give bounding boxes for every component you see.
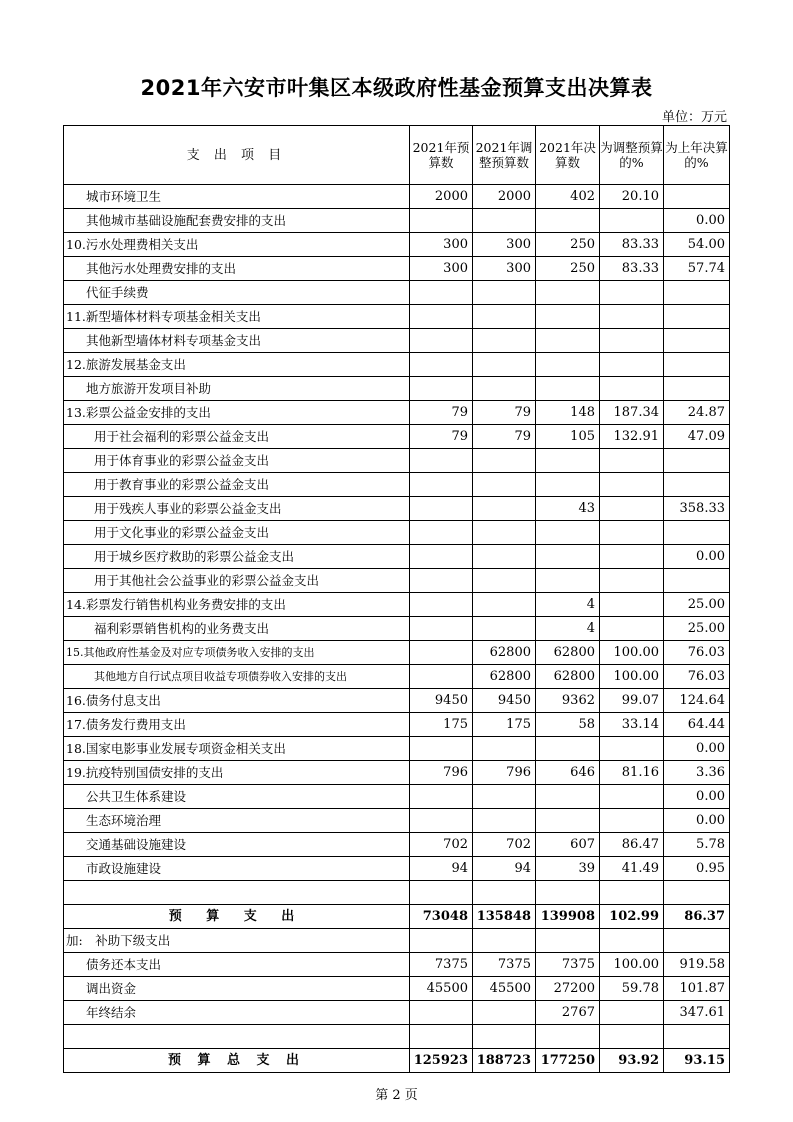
row-item-name: 用于城乡医疗救助的彩票公益金支出 <box>64 545 410 569</box>
table-row <box>64 977 730 1001</box>
table-row <box>64 257 730 281</box>
row-budget: 7375 <box>410 953 473 977</box>
row-pct-adjusted <box>600 305 664 329</box>
row-final-account <box>536 737 600 761</box>
row-pct-last-year <box>664 473 730 497</box>
row-item-name: 其他污水处理费安排的支出 <box>64 257 410 281</box>
table-row <box>64 761 730 785</box>
row-adjusted-budget: 79 <box>473 425 536 449</box>
row-pct-last-year: 358.33 <box>664 497 730 521</box>
row-item-name: 地方旅游开发项目补助 <box>64 377 410 401</box>
table-row <box>64 449 730 473</box>
row-budget <box>410 929 473 953</box>
row-pct-adjusted <box>600 281 664 305</box>
row-pct-adjusted <box>600 353 664 377</box>
row-item-name: 代征手续费 <box>64 281 410 305</box>
row-pct-adjusted: 100.00 <box>600 665 664 689</box>
row-adjusted-budget <box>473 329 536 353</box>
row-pct-adjusted: 20.10 <box>600 185 664 209</box>
row-pct-last-year: 24.87 <box>664 401 730 425</box>
row-pct-adjusted: 59.78 <box>600 977 664 1001</box>
row-pct-last-year: 0.95 <box>664 857 730 881</box>
row-final-account: 148 <box>536 401 600 425</box>
row-final-account: 402 <box>536 185 600 209</box>
row-budget: 175 <box>410 713 473 737</box>
table-row <box>64 545 730 569</box>
row-adjusted-budget <box>473 1001 536 1025</box>
row-final-account <box>536 1025 600 1049</box>
row-final-account: 250 <box>536 233 600 257</box>
row-final-account: 58 <box>536 713 600 737</box>
row-budget: 702 <box>410 833 473 857</box>
row-adjusted-budget: 79 <box>473 401 536 425</box>
row-budget: 125923 <box>410 1049 473 1073</box>
table-row <box>64 185 730 209</box>
row-item-name: 公共卫生体系建设 <box>64 785 410 809</box>
row-item-name: 生态环境治理 <box>64 809 410 833</box>
table-row <box>64 569 730 593</box>
row-pct-last-year: 25.00 <box>664 617 730 641</box>
row-pct-adjusted <box>600 545 664 569</box>
header-adjusted: 2021年调整预算数 <box>473 126 536 185</box>
row-pct-last-year: 3.36 <box>664 761 730 785</box>
row-item-name: 其他地方自行试点项目收益专项债券收入安排的支出 <box>64 665 410 689</box>
expenditure-table <box>63 125 730 1073</box>
row-item-name: 用于残疾人事业的彩票公益金支出 <box>64 497 410 521</box>
row-final-account <box>536 809 600 833</box>
row-budget <box>410 665 473 689</box>
row-final-account: 7375 <box>536 953 600 977</box>
table-row <box>64 641 730 665</box>
table-row <box>64 737 730 761</box>
row-item-name: 用于文化事业的彩票公益金支出 <box>64 521 410 545</box>
row-pct-last-year: 57.74 <box>664 257 730 281</box>
table-header-row <box>64 126 730 185</box>
page-number: 第 2 页 <box>375 1088 418 1103</box>
row-pct-adjusted: 100.00 <box>600 953 664 977</box>
row-final-account: 105 <box>536 425 600 449</box>
row-budget <box>410 305 473 329</box>
row-budget <box>410 473 473 497</box>
row-pct-last-year: 919.58 <box>664 953 730 977</box>
row-budget: 300 <box>410 233 473 257</box>
row-adjusted-budget: 796 <box>473 761 536 785</box>
row-final-account: 2767 <box>536 1001 600 1025</box>
row-adjusted-budget <box>473 209 536 233</box>
row-item-name: 交通基础设施建设 <box>64 833 410 857</box>
table-row <box>64 1049 730 1073</box>
row-budget <box>410 353 473 377</box>
row-pct-last-year: 76.03 <box>664 641 730 665</box>
table-row <box>64 881 730 905</box>
row-final-account <box>536 329 600 353</box>
row-pct-adjusted: 187.34 <box>600 401 664 425</box>
row-adjusted-budget: 62800 <box>473 641 536 665</box>
table-row <box>64 425 730 449</box>
row-budget <box>410 785 473 809</box>
row-budget <box>410 209 473 233</box>
row-pct-last-year: 124.64 <box>664 689 730 713</box>
row-adjusted-budget: 300 <box>473 233 536 257</box>
table-row <box>64 1001 730 1025</box>
row-pct-last-year: 0.00 <box>664 785 730 809</box>
row-budget <box>410 593 473 617</box>
row-adjusted-budget: 7375 <box>473 953 536 977</box>
row-adjusted-budget <box>473 569 536 593</box>
row-pct-last-year <box>664 521 730 545</box>
row-budget <box>410 329 473 353</box>
row-final-account: 43 <box>536 497 600 521</box>
table-row <box>64 401 730 425</box>
page-title: 2021年六安市叶集区本级政府性基金预算支出决算表 <box>140 76 653 100</box>
row-final-account <box>536 449 600 473</box>
row-pct-last-year <box>664 353 730 377</box>
row-pct-last-year: 47.09 <box>664 425 730 449</box>
row-item-name: 15.其他政府性基金及对应专项债务收入安排的支出 <box>64 641 410 665</box>
row-item-name: 18.国家电影事业发展专项资金相关支出 <box>64 737 410 761</box>
row-pct-last-year: 0.00 <box>664 545 730 569</box>
row-pct-last-year <box>664 881 730 905</box>
row-item-name: 用于其他社会公益事业的彩票公益金支出 <box>64 569 410 593</box>
row-adjusted-budget: 62800 <box>473 665 536 689</box>
row-final-account <box>536 785 600 809</box>
row-pct-last-year <box>664 449 730 473</box>
row-item-name: 市政设施建设 <box>64 857 410 881</box>
row-final-account <box>536 281 600 305</box>
table-row <box>64 617 730 641</box>
row-adjusted-budget <box>473 449 536 473</box>
row-pct-last-year: 54.00 <box>664 233 730 257</box>
row-pct-adjusted <box>600 785 664 809</box>
row-pct-adjusted <box>600 617 664 641</box>
row-budget: 94 <box>410 857 473 881</box>
row-adjusted-budget: 94 <box>473 857 536 881</box>
row-adjusted-budget <box>473 377 536 401</box>
row-pct-adjusted <box>600 449 664 473</box>
table-row <box>64 857 730 881</box>
row-pct-adjusted: 99.07 <box>600 689 664 713</box>
row-adjusted-budget <box>473 881 536 905</box>
header-pct-last-year: 为上年决算的% <box>664 126 730 185</box>
row-adjusted-budget <box>473 617 536 641</box>
row-pct-adjusted <box>600 929 664 953</box>
row-adjusted-budget <box>473 497 536 521</box>
header-item: 支 出 项 目 <box>64 126 410 185</box>
row-pct-last-year <box>664 281 730 305</box>
row-final-account: 4 <box>536 617 600 641</box>
row-pct-last-year: 0.00 <box>664 809 730 833</box>
row-pct-adjusted <box>600 329 664 353</box>
table-row <box>64 521 730 545</box>
row-item-name: 19.抗疫特别国债安排的支出 <box>64 761 410 785</box>
row-adjusted-budget: 702 <box>473 833 536 857</box>
row-item-name: 年终结余 <box>64 1001 410 1025</box>
row-adjusted-budget <box>473 929 536 953</box>
row-budget <box>410 1001 473 1025</box>
row-final-account: 646 <box>536 761 600 785</box>
row-adjusted-budget: 135848 <box>473 905 536 929</box>
row-adjusted-budget: 188723 <box>473 1049 536 1073</box>
row-budget <box>410 377 473 401</box>
row-budget <box>410 545 473 569</box>
row-item-name: 其他城市基础设施配套费安排的支出 <box>64 209 410 233</box>
row-budget <box>410 617 473 641</box>
row-pct-adjusted <box>600 593 664 617</box>
row-pct-adjusted <box>600 881 664 905</box>
row-adjusted-budget <box>473 473 536 497</box>
row-budget: 45500 <box>410 977 473 1001</box>
row-adjusted-budget <box>473 809 536 833</box>
row-pct-last-year: 347.61 <box>664 1001 730 1025</box>
row-budget <box>410 641 473 665</box>
unit-label: 单位：万元 <box>661 110 727 125</box>
row-budget <box>410 809 473 833</box>
row-pct-adjusted: 83.33 <box>600 233 664 257</box>
row-pct-adjusted: 81.16 <box>600 761 664 785</box>
row-final-account <box>536 545 600 569</box>
row-item-name: 12.旅游发展基金支出 <box>64 353 410 377</box>
row-pct-last-year <box>664 929 730 953</box>
row-final-account: 62800 <box>536 665 600 689</box>
row-pct-last-year: 25.00 <box>664 593 730 617</box>
table-row <box>64 281 730 305</box>
row-budget <box>410 569 473 593</box>
row-item-name: 城市环境卫生 <box>64 185 410 209</box>
table-row <box>64 377 730 401</box>
row-final-account <box>536 473 600 497</box>
row-pct-adjusted: 102.99 <box>600 905 664 929</box>
row-budget <box>410 281 473 305</box>
table-row <box>64 785 730 809</box>
row-final-account: 177250 <box>536 1049 600 1073</box>
row-pct-adjusted: 86.47 <box>600 833 664 857</box>
table-row <box>64 953 730 977</box>
row-pct-last-year: 64.44 <box>664 713 730 737</box>
row-final-account: 62800 <box>536 641 600 665</box>
table-row <box>64 209 730 233</box>
header-budget: 2021年预算数 <box>410 126 473 185</box>
row-item-name: 11.新型墙体材料专项基金相关支出 <box>64 305 410 329</box>
table-row <box>64 497 730 521</box>
row-adjusted-budget: 2000 <box>473 185 536 209</box>
row-adjusted-budget: 45500 <box>473 977 536 1001</box>
table-row <box>64 305 730 329</box>
row-pct-adjusted <box>600 209 664 233</box>
row-item-name: 预 算 总 支 出 <box>64 1049 410 1073</box>
row-final-account <box>536 305 600 329</box>
header-pct-adjusted: 为调整预算的% <box>600 126 664 185</box>
row-pct-adjusted <box>600 377 664 401</box>
row-final-account: 4 <box>536 593 600 617</box>
row-pct-adjusted <box>600 569 664 593</box>
table-row <box>64 233 730 257</box>
row-budget: 2000 <box>410 185 473 209</box>
table-row <box>64 809 730 833</box>
row-adjusted-budget <box>473 305 536 329</box>
row-adjusted-budget: 175 <box>473 713 536 737</box>
row-adjusted-budget <box>473 353 536 377</box>
row-item-name <box>64 881 410 905</box>
table-row <box>64 929 730 953</box>
row-item-name: 用于教育事业的彩票公益金支出 <box>64 473 410 497</box>
row-pct-last-year <box>664 305 730 329</box>
row-adjusted-budget <box>473 281 536 305</box>
row-item-name: 16.债务付息支出 <box>64 689 410 713</box>
row-adjusted-budget <box>473 785 536 809</box>
row-item-name: 其他新型墙体材料专项基金支出 <box>64 329 410 353</box>
table-row <box>64 473 730 497</box>
table-row <box>64 713 730 737</box>
row-pct-adjusted: 83.33 <box>600 257 664 281</box>
row-pct-adjusted <box>600 1025 664 1049</box>
row-final-account: 607 <box>536 833 600 857</box>
row-final-account <box>536 521 600 545</box>
row-final-account <box>536 881 600 905</box>
row-pct-last-year: 76.03 <box>664 665 730 689</box>
table-row <box>64 689 730 713</box>
row-item-name: 预 算 支 出 <box>64 905 410 929</box>
row-final-account: 139908 <box>536 905 600 929</box>
row-item-name: 13.彩票公益金安排的支出 <box>64 401 410 425</box>
row-item-name: 用于社会福利的彩票公益金支出 <box>64 425 410 449</box>
row-pct-adjusted: 33.14 <box>600 713 664 737</box>
row-item-name: 用于体育事业的彩票公益金支出 <box>64 449 410 473</box>
row-pct-last-year: 0.00 <box>664 209 730 233</box>
table-row <box>64 329 730 353</box>
row-final-account: 27200 <box>536 977 600 1001</box>
row-adjusted-budget <box>473 545 536 569</box>
row-final-account: 9362 <box>536 689 600 713</box>
row-pct-adjusted: 41.49 <box>600 857 664 881</box>
row-item-name: 调出资金 <box>64 977 410 1001</box>
row-pct-adjusted: 132.91 <box>600 425 664 449</box>
row-adjusted-budget <box>473 521 536 545</box>
row-pct-adjusted: 100.00 <box>600 641 664 665</box>
row-pct-last-year <box>664 377 730 401</box>
row-final-account <box>536 929 600 953</box>
row-pct-adjusted <box>600 473 664 497</box>
row-item-name <box>64 1025 410 1049</box>
row-final-account <box>536 569 600 593</box>
row-pct-adjusted: 93.92 <box>600 1049 664 1073</box>
table-row <box>64 1025 730 1049</box>
row-adjusted-budget: 300 <box>473 257 536 281</box>
row-budget <box>410 881 473 905</box>
row-budget <box>410 521 473 545</box>
row-item-name: 加: 补助下级支出 <box>64 929 410 953</box>
row-adjusted-budget <box>473 593 536 617</box>
row-final-account <box>536 353 600 377</box>
row-pct-last-year: 101.87 <box>664 977 730 1001</box>
row-adjusted-budget <box>473 1025 536 1049</box>
row-pct-last-year <box>664 569 730 593</box>
row-final-account <box>536 209 600 233</box>
row-budget: 73048 <box>410 905 473 929</box>
table-row <box>64 905 730 929</box>
row-pct-adjusted <box>600 497 664 521</box>
table-body <box>64 185 730 1073</box>
row-item-name: 福利彩票销售机构的业务费支出 <box>64 617 410 641</box>
row-pct-adjusted <box>600 737 664 761</box>
row-pct-adjusted <box>600 809 664 833</box>
row-pct-last-year: 93.15 <box>664 1049 730 1073</box>
row-adjusted-budget <box>473 737 536 761</box>
table-row <box>64 833 730 857</box>
row-budget: 9450 <box>410 689 473 713</box>
row-item-name: 17.债务发行费用支出 <box>64 713 410 737</box>
row-pct-last-year <box>664 185 730 209</box>
row-pct-last-year <box>664 1025 730 1049</box>
row-budget <box>410 1025 473 1049</box>
row-pct-adjusted <box>600 1001 664 1025</box>
header-final: 2021年决算数 <box>536 126 600 185</box>
row-pct-last-year: 0.00 <box>664 737 730 761</box>
row-pct-last-year <box>664 329 730 353</box>
row-pct-last-year: 86.37 <box>664 905 730 929</box>
row-pct-last-year: 5.78 <box>664 833 730 857</box>
row-budget <box>410 449 473 473</box>
table-row <box>64 593 730 617</box>
table-row <box>64 353 730 377</box>
row-budget <box>410 497 473 521</box>
row-item-name: 10.污水处理费相关支出 <box>64 233 410 257</box>
row-budget: 300 <box>410 257 473 281</box>
row-pct-adjusted <box>600 521 664 545</box>
row-budget: 796 <box>410 761 473 785</box>
row-final-account: 39 <box>536 857 600 881</box>
row-budget: 79 <box>410 401 473 425</box>
row-item-name: 14.彩票发行销售机构业务费安排的支出 <box>64 593 410 617</box>
row-budget <box>410 737 473 761</box>
row-final-account: 250 <box>536 257 600 281</box>
table-row <box>64 665 730 689</box>
row-item-name: 债务还本支出 <box>64 953 410 977</box>
row-budget: 79 <box>410 425 473 449</box>
row-adjusted-budget: 9450 <box>473 689 536 713</box>
row-final-account <box>536 377 600 401</box>
